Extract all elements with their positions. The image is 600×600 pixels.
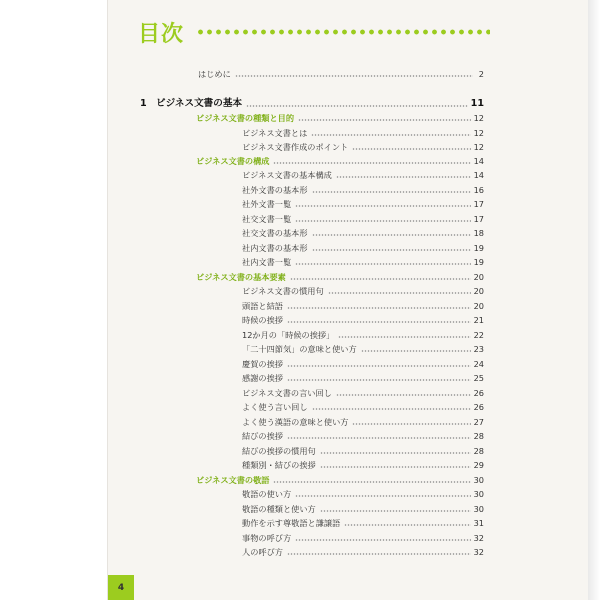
toc-item[interactable]: 結びの挨拶の慣用句 28	[242, 446, 484, 456]
toc-item[interactable]: 結びの挨拶 28	[242, 431, 484, 441]
toc-item[interactable]: 人の呼び方 32	[242, 547, 484, 557]
toc-item[interactable]: 敬語の使い方 30	[242, 489, 484, 499]
toc-item[interactable]: 12か月の「時候の挨拶」 22	[242, 330, 484, 340]
toc-item[interactable]: 社内文書一覧 19	[242, 257, 484, 267]
toc-section[interactable]: ビジネス文書の種類と目的 12	[196, 113, 484, 123]
toc-item[interactable]: 慶賀の挨拶 24	[242, 359, 484, 369]
toc-item[interactable]: 社内文書の基本形 19	[242, 243, 484, 253]
toc-item[interactable]: ビジネス文書とは 12	[242, 128, 484, 138]
toc-item[interactable]: 頭語と結語 20	[242, 301, 484, 311]
toc-item[interactable]: ビジネス文書の言い回し 26	[242, 388, 484, 398]
page-number-tab	[108, 575, 134, 600]
toc-item[interactable]: 動作を示す尊敬語と謙譲語 31	[242, 518, 484, 528]
toc-chapter[interactable]: 1 ビジネス文書の基本 11	[140, 98, 484, 109]
toc-item[interactable]: よく使う漢語の意味と使い方 27	[242, 417, 484, 427]
toc-item[interactable]: 「二十四節気」の意味と使い方 23	[242, 344, 484, 354]
toc-item[interactable]: 社外文書の基本形 16	[242, 185, 484, 195]
toc-entry-intro[interactable]: はじめに 2	[198, 69, 484, 79]
toc-item[interactable]: 敬語の種類と使い方 30	[242, 504, 484, 514]
toc-section[interactable]: ビジネス文書の構成 14	[196, 156, 484, 166]
toc-item[interactable]: 感謝の挨拶 25	[242, 373, 484, 383]
toc-item[interactable]: 種類別・結びの挨拶 29	[242, 460, 484, 470]
page-title: 目次	[138, 21, 185, 47]
toc-item[interactable]: 社交文書一覧 17	[242, 214, 484, 224]
toc-section[interactable]: ビジネス文書の基本要素 20	[196, 272, 484, 282]
toc-item[interactable]: 時候の挨拶 21	[242, 315, 484, 325]
toc-item[interactable]: ビジネス文書作成のポイント 12	[242, 142, 484, 152]
page-number: 4	[117, 582, 125, 593]
toc-item[interactable]: ビジネス文書の慣用句 20	[242, 286, 484, 296]
toc-section[interactable]: ビジネス文書の敬語 30	[196, 475, 484, 485]
toc-item[interactable]: 社外文書一覧 17	[242, 199, 484, 209]
toc-item[interactable]: よく使う言い回し 26	[242, 402, 484, 412]
toc-item[interactable]: ビジネス文書の基本構成 14	[242, 170, 484, 180]
toc-item[interactable]: 事物の呼び方 32	[242, 533, 484, 543]
chapter-number: 1	[140, 98, 147, 109]
toc-item[interactable]: 社交文書の基本形 18	[242, 228, 484, 238]
